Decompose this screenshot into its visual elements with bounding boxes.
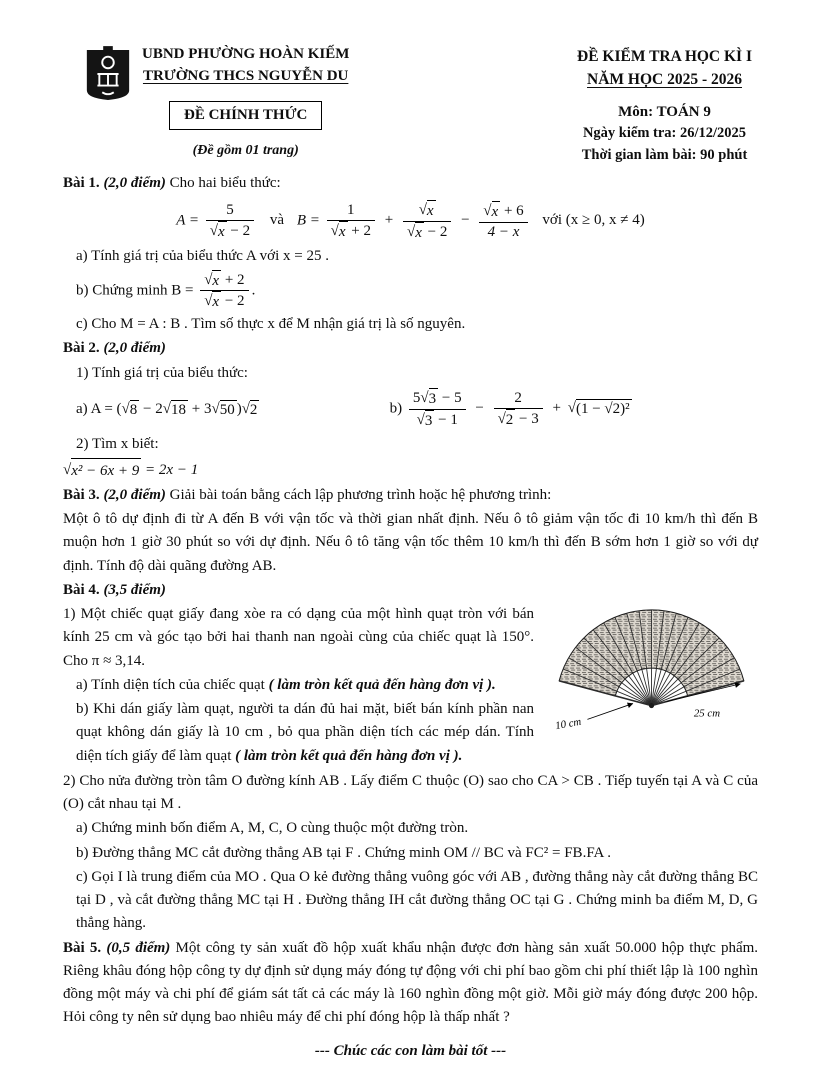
radicand: √ 3 xyxy=(425,410,435,431)
radicand: √ x xyxy=(415,222,424,243)
subject-value: TOÁN 9 xyxy=(656,103,711,120)
problem4-item-2c: c) Gọi I là trung điểm của MO . Qua O kẻ đường thẳng vuông góc với AB , đường thẳng này cắt đường thẳng BC tại D , và cắt đường thẳng MC tại H . Đường thẳng IH cắt đường thẳng OC tại G . Chứng minh ba điểm M, D, G thẳng hàng. xyxy=(76,868,758,932)
item-text: b) Chứng minh B = xyxy=(76,282,194,299)
sqrt-symbol xyxy=(419,200,436,221)
problem-label: Bài 4. xyxy=(63,581,100,598)
rounding-note: ( làm tròn kết quả đến hàng đơn vị ). xyxy=(235,747,463,764)
school-year: NĂM HỌC 2025 - 2026 xyxy=(587,71,742,89)
header-left-block xyxy=(83,44,349,162)
problem5-body-line xyxy=(63,937,758,1030)
subject-label: Môn: xyxy=(618,103,654,120)
math-text: − 1 xyxy=(438,411,458,428)
math-text: − 2 xyxy=(230,222,251,239)
math-text: + 2 xyxy=(224,271,245,288)
problem3-body: Một ô tô dự định đi từ A đến B với vận tốc và thời gian nhất định. Nếu ô tô giảm vận tốc đi 10 km/h thì đến B muộn hơn 1 giờ 30 phút so với dự định. Nếu ô tô tăng vận tốc thêm 10 km/h thì đến B sớm hơn 1 giờ so với dự định. Tính độ dài quãng đường AB. xyxy=(63,511,758,574)
problem2-expressions-row xyxy=(63,388,758,431)
numerator xyxy=(200,270,248,292)
math-text: = 2x − 1 xyxy=(145,461,199,478)
math-operator: + xyxy=(552,400,561,417)
math-condition: với (x ≥ 0, x ≠ 4) xyxy=(542,212,645,229)
school-logo xyxy=(83,46,133,162)
radicand: √ 2 xyxy=(249,401,258,418)
math-text: + 6 xyxy=(503,202,524,219)
numerator: 2 xyxy=(494,389,543,409)
problem1-item-a: a) Tính giá trị của biểu thức A với x = 25 . xyxy=(76,248,329,265)
math-fraction xyxy=(409,388,466,431)
math-text: − 2 xyxy=(427,223,448,240)
math-text: 5 xyxy=(412,389,421,406)
radicand: √ 3 xyxy=(429,388,439,409)
sqrt-symbol xyxy=(331,221,348,242)
numerator xyxy=(479,201,527,223)
problem2-expression-b xyxy=(390,388,758,431)
problem2-expression-a xyxy=(63,400,390,419)
sqrt-symbol xyxy=(204,291,221,312)
problem-1 xyxy=(63,172,758,337)
problem-label: Bài 2. xyxy=(63,340,100,357)
problem2-part1: 1) Tính giá trị của biểu thức: xyxy=(76,364,248,381)
sqrt-symbol xyxy=(407,222,424,243)
subject-line xyxy=(577,101,752,124)
math-fraction xyxy=(200,270,248,313)
exam-duration: Thời gian làm bài: 90 phút xyxy=(581,146,748,163)
radicand: √ 2 xyxy=(506,409,516,430)
problem-points: (2,0 điểm) xyxy=(103,486,166,503)
math-fraction xyxy=(327,201,375,242)
problem-3 xyxy=(63,484,758,578)
problem-points: (2,0 điểm) xyxy=(103,174,166,191)
problem-label: Bài 1. xyxy=(63,174,100,191)
radicand: √ 50 xyxy=(219,401,235,418)
denominator xyxy=(200,291,248,312)
radicand: √ 18 xyxy=(170,401,186,418)
sqrt-symbol xyxy=(63,458,141,483)
sqrt-symbol xyxy=(211,400,236,419)
rounding-note: ( làm tròn kết quả đến hàng đơn vị ). xyxy=(268,676,496,693)
problem1-item-b xyxy=(63,270,758,313)
denominator: 4 − x xyxy=(487,223,520,240)
problem-5 xyxy=(63,937,758,1030)
problem1-heading xyxy=(63,172,758,195)
problem4-item-2a: a) Chứng minh bốn điểm A, M, C, O cùng thuộc một đường tròn. xyxy=(76,820,469,837)
problem-4 xyxy=(63,579,758,936)
sqrt-symbol xyxy=(420,388,438,409)
math-fraction xyxy=(494,389,543,430)
fan-figure xyxy=(546,605,758,738)
math-operator: − xyxy=(475,400,484,417)
problem-intro: Cho hai biểu thức: xyxy=(169,174,281,191)
math-text: ) xyxy=(236,400,242,417)
problem-body: Một công ty sản xuất đồ hộp xuất khẩu nhận được đơn hàng sản xuất 50.000 hộp thực phẩm. Riêng khâu đóng hộp công ty dự định sử dụng máy đóng tự động với chi phí bao gồm chi phí thiết lập là 100 nghìn đồng một máy và chi phí để giám sát tất cả các máy là 160 nghìn đồng một giờ. Mỗi giờ máy đóng được 200 hộp. Hỏi công ty nên sử dụng bao nhiêu máy để chi phí đóng hộp là thấp nhất ? xyxy=(63,939,759,1026)
denominator xyxy=(206,221,254,242)
problem-label: Bài 5. xyxy=(63,939,102,956)
sqrt-symbol xyxy=(483,201,500,222)
fan-pivot xyxy=(649,703,654,708)
numerator xyxy=(409,388,466,410)
sqrt-symbol xyxy=(568,399,632,418)
math-fraction xyxy=(206,201,254,242)
header-right-block xyxy=(577,44,752,167)
sqrt-symbol xyxy=(417,410,435,431)
denominator xyxy=(494,409,543,430)
problem2-heading xyxy=(63,337,758,360)
problem-points: (2,0 điểm) xyxy=(103,340,166,357)
official-badge-wrap xyxy=(142,101,349,131)
radicand: √ x xyxy=(218,221,227,242)
item-text: b) Khi dán giấy làm quạt, người ta dán đủ hai mặt, biết bán kính phần nan quạt không dán giấy là 10 cm , bỏ qua phần diện tích các mép dán. Tính diện tích giấy để làm quạt xyxy=(76,701,534,764)
org-block xyxy=(142,44,349,162)
math-text: + 2 xyxy=(351,222,371,239)
math-text: + 3 xyxy=(191,400,212,417)
problem2-part2: 2) Tìm x biết: xyxy=(76,436,159,453)
exam-body xyxy=(63,172,758,1060)
denominator xyxy=(403,222,451,243)
problem1-item-c: c) Cho M = A : B . Tìm số thực x để M nhận giá trị là số nguyên. xyxy=(76,316,466,332)
problem2-equation xyxy=(63,458,758,483)
problem-points: (3,5 điểm) xyxy=(103,581,166,598)
item-text: . xyxy=(251,282,256,299)
math-conjunction: và xyxy=(269,212,285,229)
radicand: √ x xyxy=(212,270,221,291)
math-text: − 3 xyxy=(519,410,539,427)
radicand: √ x xyxy=(427,200,436,221)
problem-intro: Giải bài toán bằng cách lập phương trình hoặc hệ phương trình: xyxy=(169,486,552,503)
paper-fan-illustration xyxy=(546,605,758,738)
denominator xyxy=(409,410,466,431)
radicand: √ x xyxy=(492,201,501,222)
radicand: √ x xyxy=(339,221,348,242)
math-operator: − xyxy=(461,212,470,229)
numerator: 1 xyxy=(327,201,375,221)
sqrt-symbol xyxy=(122,400,140,419)
problem-points: (0,5 điểm) xyxy=(106,939,171,956)
sqrt-symbol xyxy=(242,400,260,419)
radicand: √ x xyxy=(212,291,221,312)
problem4-part2: 2) Cho nửa đường tròn tâm O đường kính AB . Lấy điểm C thuộc (O) sao cho CA > CB . Tiếp tuyến tại A và C của (O) cắt nhau tại M . xyxy=(63,772,758,812)
school-name: TRƯỜNG THCS NGUYỄN DU xyxy=(142,67,349,84)
problem4-part1: 1) Một chiếc quạt giấy đang xòe ra có dạng của một hình quạt tròn với bán kính 25 cm và góc tạo bởi hai thanh nan ngoài cùng của chiếc quạt là 150°. Cho π ≈ 3,14. xyxy=(63,606,534,669)
numerator xyxy=(403,200,451,222)
sqrt-symbol xyxy=(498,409,516,430)
radicand: √ 8 xyxy=(129,401,138,418)
sqrt-symbol xyxy=(210,221,227,242)
fan-outer-radius-label: 25 cm xyxy=(693,707,721,720)
exam-title: ĐỀ KIỂM TRA HỌC KÌ I xyxy=(577,48,752,65)
math-operator: + xyxy=(384,212,394,229)
math-lhs: B = xyxy=(296,212,320,229)
inner-radius-arrow xyxy=(587,704,632,720)
page-footer: --- Chúc các con làm bài tốt --- xyxy=(314,1042,507,1059)
denominator xyxy=(327,221,375,242)
problem4-item-2b: b) Đường thẳng MC cắt đường thẳng AB tại F . Chứng minh OM // BC và FC² = FB.FA . xyxy=(76,844,612,861)
official-exam-badge: ĐỀ CHÍNH THỨC xyxy=(169,101,322,131)
exam-date: Ngày kiểm tra: 26/12/2025 xyxy=(582,125,747,141)
sqrt-symbol xyxy=(204,270,221,291)
item-label: b) xyxy=(389,400,403,417)
math-lhs: A = xyxy=(176,212,200,229)
math-fraction xyxy=(403,200,451,243)
problem3-heading xyxy=(63,484,758,507)
math-text: a) A = ( xyxy=(76,400,122,417)
math-text: − 2 xyxy=(224,293,245,310)
exam-header xyxy=(63,44,758,167)
radicand: √ (1 − √2)² xyxy=(575,401,630,418)
problem1-display-formula xyxy=(63,200,758,243)
math-fraction xyxy=(479,201,527,242)
radicand: √ x² − 6x + 9 xyxy=(71,458,141,483)
problem-label: Bài 3. xyxy=(63,486,100,503)
org-name: UBND PHƯỜNG HOÀN KIẾM xyxy=(142,46,350,62)
problem-2 xyxy=(63,337,758,483)
math-text: − 2 xyxy=(143,400,163,417)
numerator: 5 xyxy=(206,201,254,221)
math-text: − 5 xyxy=(441,389,462,406)
sqrt-symbol xyxy=(163,400,188,419)
fan-inner-radius-label: 10 cm xyxy=(554,715,583,733)
pages-note: (Đề gồm 01 trang) xyxy=(192,143,299,159)
item-text: a) Tính diện tích của chiếc quạt xyxy=(76,676,269,693)
problem4-heading xyxy=(63,579,758,602)
school-logo-emblem xyxy=(83,46,133,102)
